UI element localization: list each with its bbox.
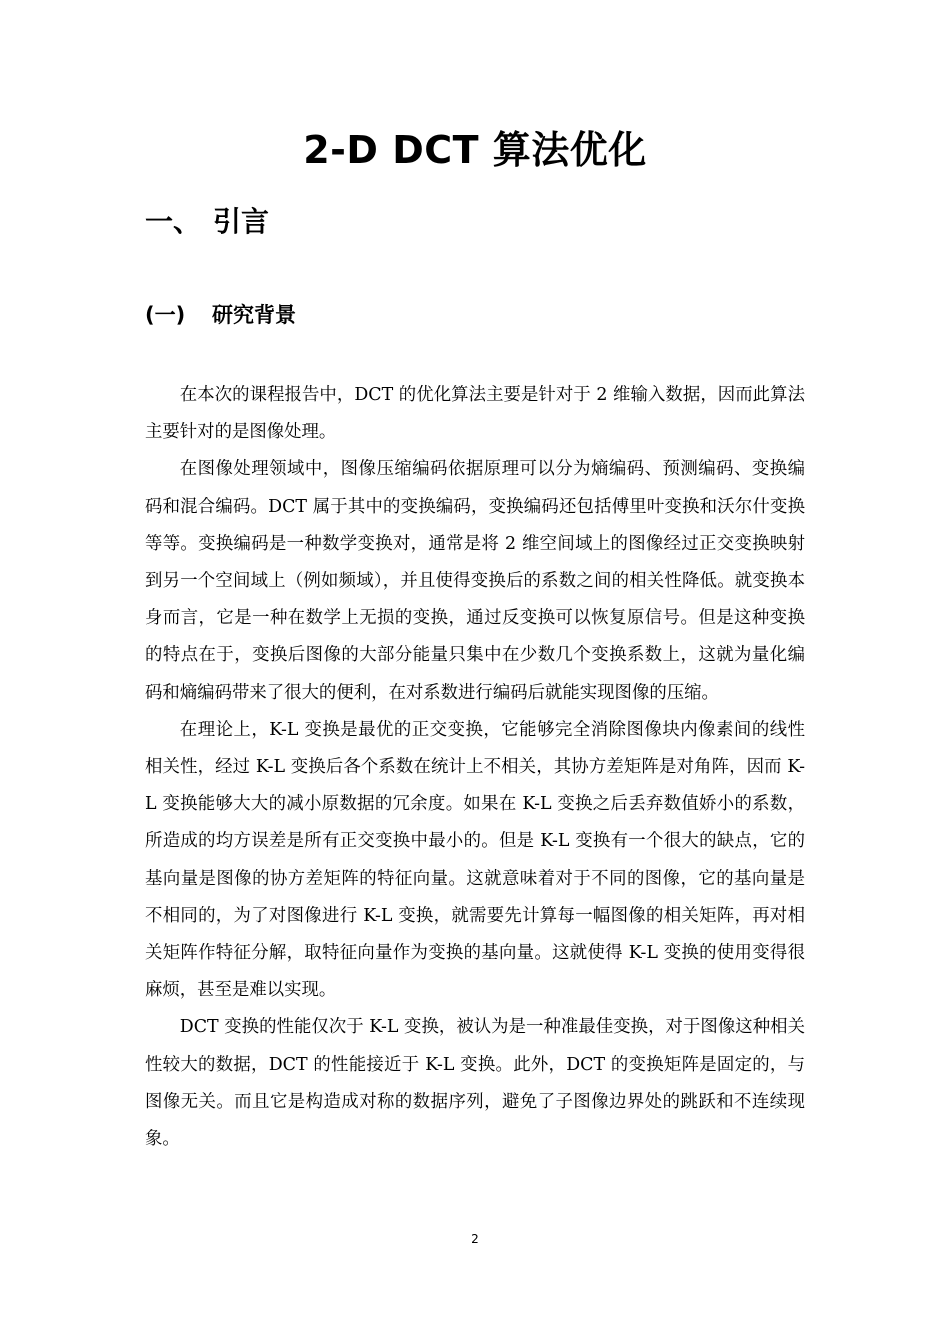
- section-heading: [145, 200, 269, 244]
- subsection-heading: [145, 298, 296, 332]
- section-title: 引言: [213, 205, 270, 238]
- paragraph-2: 在图像处理领域中，图像压缩编码依据原理可以分为熵编码、预测编码、变换编码和混合编码。DCT 属于其中的变换编码，变换编码还包括傅里叶变换和沃尔什变换等等。变换编码是一种数学变换对，通常是将 2 维空间域上的图像经过正交变换映射到另一个空间域上（例如频域），并且使得变换后的系数之间的相关性降低。就变换本身而言，它是一种在数学上无损的变换，通过反变换可以恢复原信号。但是这种变换的特点在于，变换后图像的大部分能量只集中在少数几个变换系数上，这就为量化编码和熵编码带来了很大的便利，在对系数进行编码后就能实现图像的压缩。: [145, 459, 805, 703]
- paragraph-3: 在理论上，K-L 变换是最优的正交变换，它能够完全消除图像块内像素间的线性相关性，经过 K-L 变换后各个系数在统计上不相关，其协方差矩阵是对角阵，因而 K-L 变换能够大大的减小原数据的冗余度。如果在 K-L 变换之后丢弃数值娇小的系数，所造成的均方误差是所有正交变换中最小的。但是 K-L 变换有一个很大的缺点，它的基向量是图像的协方差矩阵的特征向量。这就意味着对于不同的图像，它的基向量是不相同的，为了对图像进行 K-L 变换，就需要先计算每一幅图像的相关矩阵，再对相关矩阵作特征分解，取特征向量作为变换的基向量。这就使得 K-L 变换的使用变得很麻烦，甚至是难以实现。: [145, 719, 805, 1001]
- body-text: [145, 377, 805, 1158]
- paragraph-1: 在本次的课程报告中，DCT 的优化算法主要是针对于 2 维输入数据，因而此算法主要针对的是图像处理。: [145, 385, 805, 443]
- page-number: 2: [471, 1232, 479, 1246]
- subsection-title: 研究背景: [212, 303, 296, 327]
- section-number: 一、: [145, 205, 202, 238]
- document-title: 2-D DCT 算法优化: [303, 128, 647, 172]
- paragraph-4: DCT 变换的性能仅次于 K-L 变换，被认为是一种准最佳变换，对于图像这种相关性较大的数据，DCT 的性能接近于 K-L 变换。此外，DCT 的变换矩阵是固定的，与图像无关。而且它是构造成对称的数据序列，避免了子图像边界处的跳跃和不连续现象。: [145, 1017, 805, 1150]
- subsection-number: (一): [145, 303, 186, 327]
